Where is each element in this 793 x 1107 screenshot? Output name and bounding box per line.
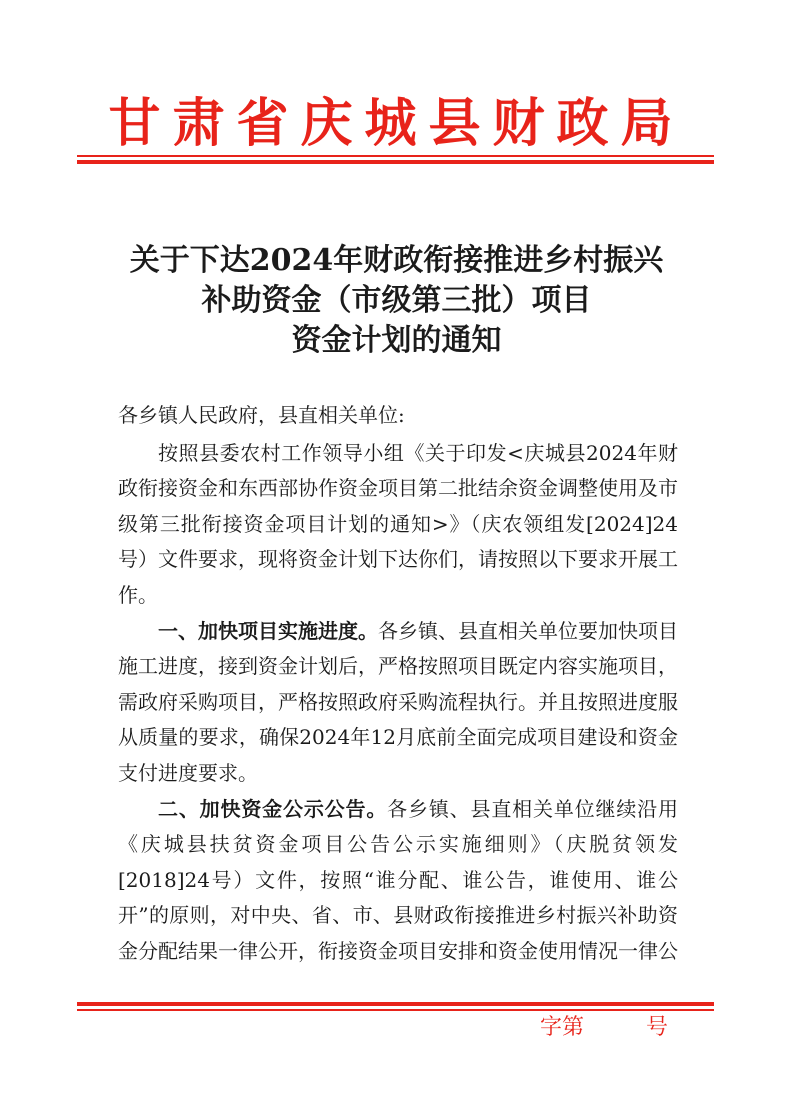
- letterhead-rule-thick: [77, 160, 714, 164]
- footer-rule-thin: [77, 1009, 714, 1011]
- doc-char-hao: 号: [646, 1015, 669, 1040]
- document-number: [540, 1013, 668, 1043]
- paragraph-section-2: [118, 792, 678, 970]
- letterhead-rule-thin: [77, 155, 714, 157]
- section-1-heading: 一、加快项目实施进度。: [158, 618, 378, 643]
- section-2-text: 各乡镇、县直相关单位继续沿用《庆城县扶贫资金项目公告公示实施细则》（庆脱贫领发[2018]24号）文件，按照“谁分配、谁公告，谁使用、谁公开”的原则，对中央、省、市、县财政衔接推进乡村振兴补助资金分配结果一律公开，衔接资金项目安排和资金使用情况一律公: [118, 796, 679, 963]
- title-line-2: 补助资金（市级第三批）项目: [201, 283, 592, 318]
- title-line-3: 资金计划的通知: [291, 323, 502, 358]
- doc-char-di: 第: [562, 1015, 585, 1040]
- section-2-heading: 二、加快资金公示公告。: [158, 796, 388, 821]
- paragraph-intro: 按照县委农村工作领导小组《关于印发<庆城县2024年财政衔接资金和东西部协作资金项目第二批结余资金调整使用及市级第三批衔接资金项目计划的通知>》（庆农领组发[2024]24号）文件要求，现将资金计划下达你们，请按照以下要求开展工作。: [118, 440, 678, 607]
- doc-char-zi: 字: [540, 1015, 563, 1040]
- document-body: [118, 398, 678, 970]
- footer-rule-thick: [77, 1002, 714, 1006]
- section-1-text: 各乡镇、县直相关单位要加快项目施工进度，接到资金计划后，严格按照项目既定内容实施项目，需政府采购项目，严格按照政府采购流程执行。并且按照进度服从质量的要求，确保2024年12月底前全面完成项目建设和资金支付进度要求。: [118, 618, 678, 785]
- salutation: 各乡镇人民政府，县直相关单位:: [118, 403, 405, 427]
- paragraph-section-1: [118, 614, 678, 792]
- letterhead-title: 甘肃省庆城县财政局: [108, 93, 685, 154]
- title-line-1: 关于下达2024年财政衔接推进乡村振兴: [129, 243, 664, 278]
- document-title: [0, 241, 793, 361]
